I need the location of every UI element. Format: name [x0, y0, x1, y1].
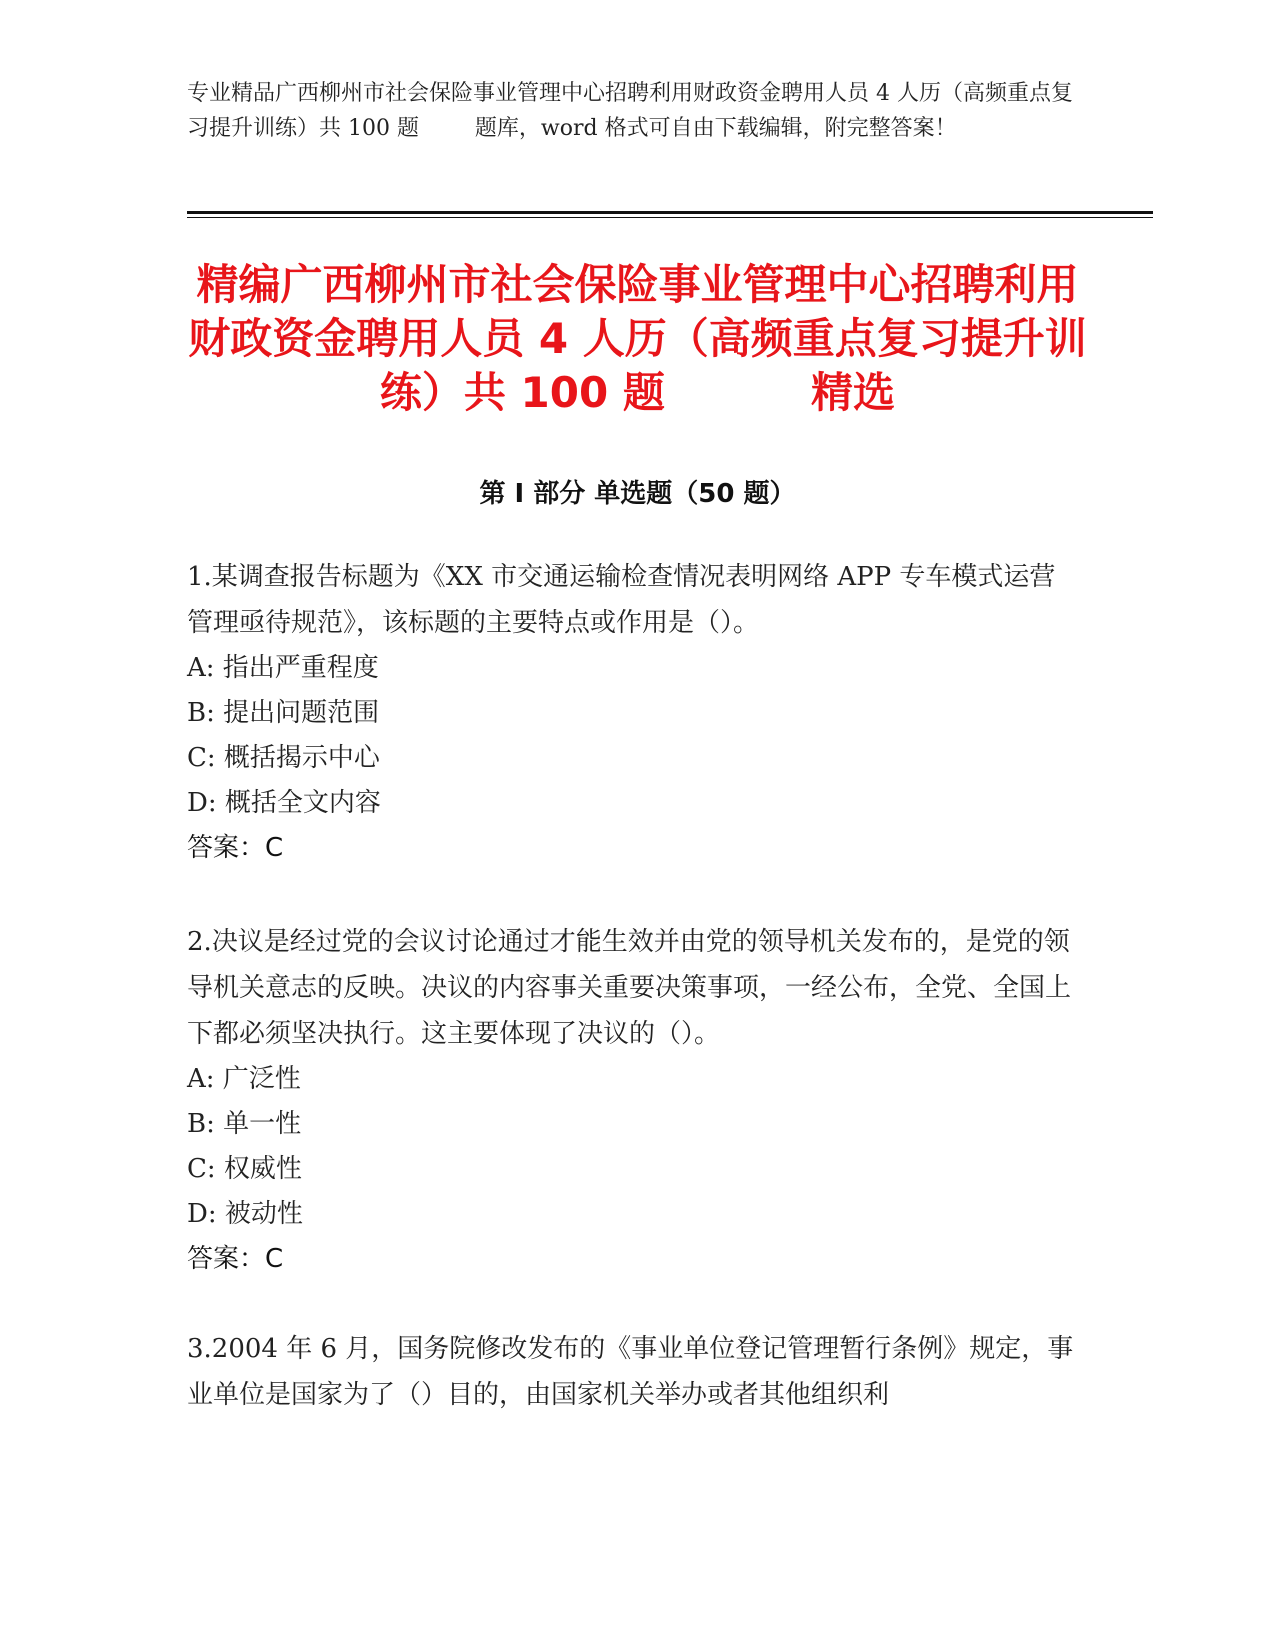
question-1 — [187, 554, 1077, 871]
option-b: B: 提出问题范围 — [187, 698, 380, 728]
question-stem: 2.决议是经过党的会议讨论通过才能生效并由党的领导机关发布的，是党的领导机关意志的反映。决议的内容事关重要决策事项，一经公布，全党、全国上下都必须坚决执行。这主要体现了决议的（）。 — [187, 927, 1072, 1049]
option-a: A: 广泛性 — [187, 1064, 301, 1094]
header-divider-thick — [187, 211, 1153, 214]
option-c: C: 概括揭示中心 — [187, 743, 380, 773]
option-d: D: 被动性 — [187, 1199, 303, 1229]
header-note: 专业精品广西柳州市社会保险事业管理中心招聘利用财政资金聘用人员 4 人历（高频重点复习提升训练）共 100 题 题库，word 格式可自由下载编辑，附完整答案！ — [187, 81, 1073, 141]
question-stem: 1.某调查报告标题为《XX 市交通运输检查情况表明网络 APP 专车模式运营管理亟待规范》，该标题的主要特点或作用是（）。 — [187, 562, 1056, 638]
option-d: D: 概括全文内容 — [187, 788, 381, 818]
answer-line: 答案：C — [187, 833, 284, 863]
section-title: 第 I 部分 单选题（50 题） — [479, 479, 796, 509]
document-title: 精编广西柳州市社会保险事业管理中心招聘利用财政资金聘用人员 4 人历（高频重点复习提升训练）共 100 题 精选 — [188, 260, 1087, 417]
question-stem: 3.2004 年 6 月，国务院修改发布的《事业单位登记管理暂行条例》规定，事业单位是国家为了（）目的，由国家机关举办或者其他组织利 — [187, 1334, 1074, 1410]
option-c: C: 权威性 — [187, 1154, 302, 1184]
option-b: B: 单一性 — [187, 1109, 302, 1139]
option-a: A: 指出严重程度 — [187, 653, 379, 683]
answer-line: 答案：C — [187, 1244, 284, 1274]
header-divider-thin — [187, 217, 1153, 218]
question-2 — [187, 919, 1077, 1282]
question-3 — [187, 1326, 1077, 1418]
